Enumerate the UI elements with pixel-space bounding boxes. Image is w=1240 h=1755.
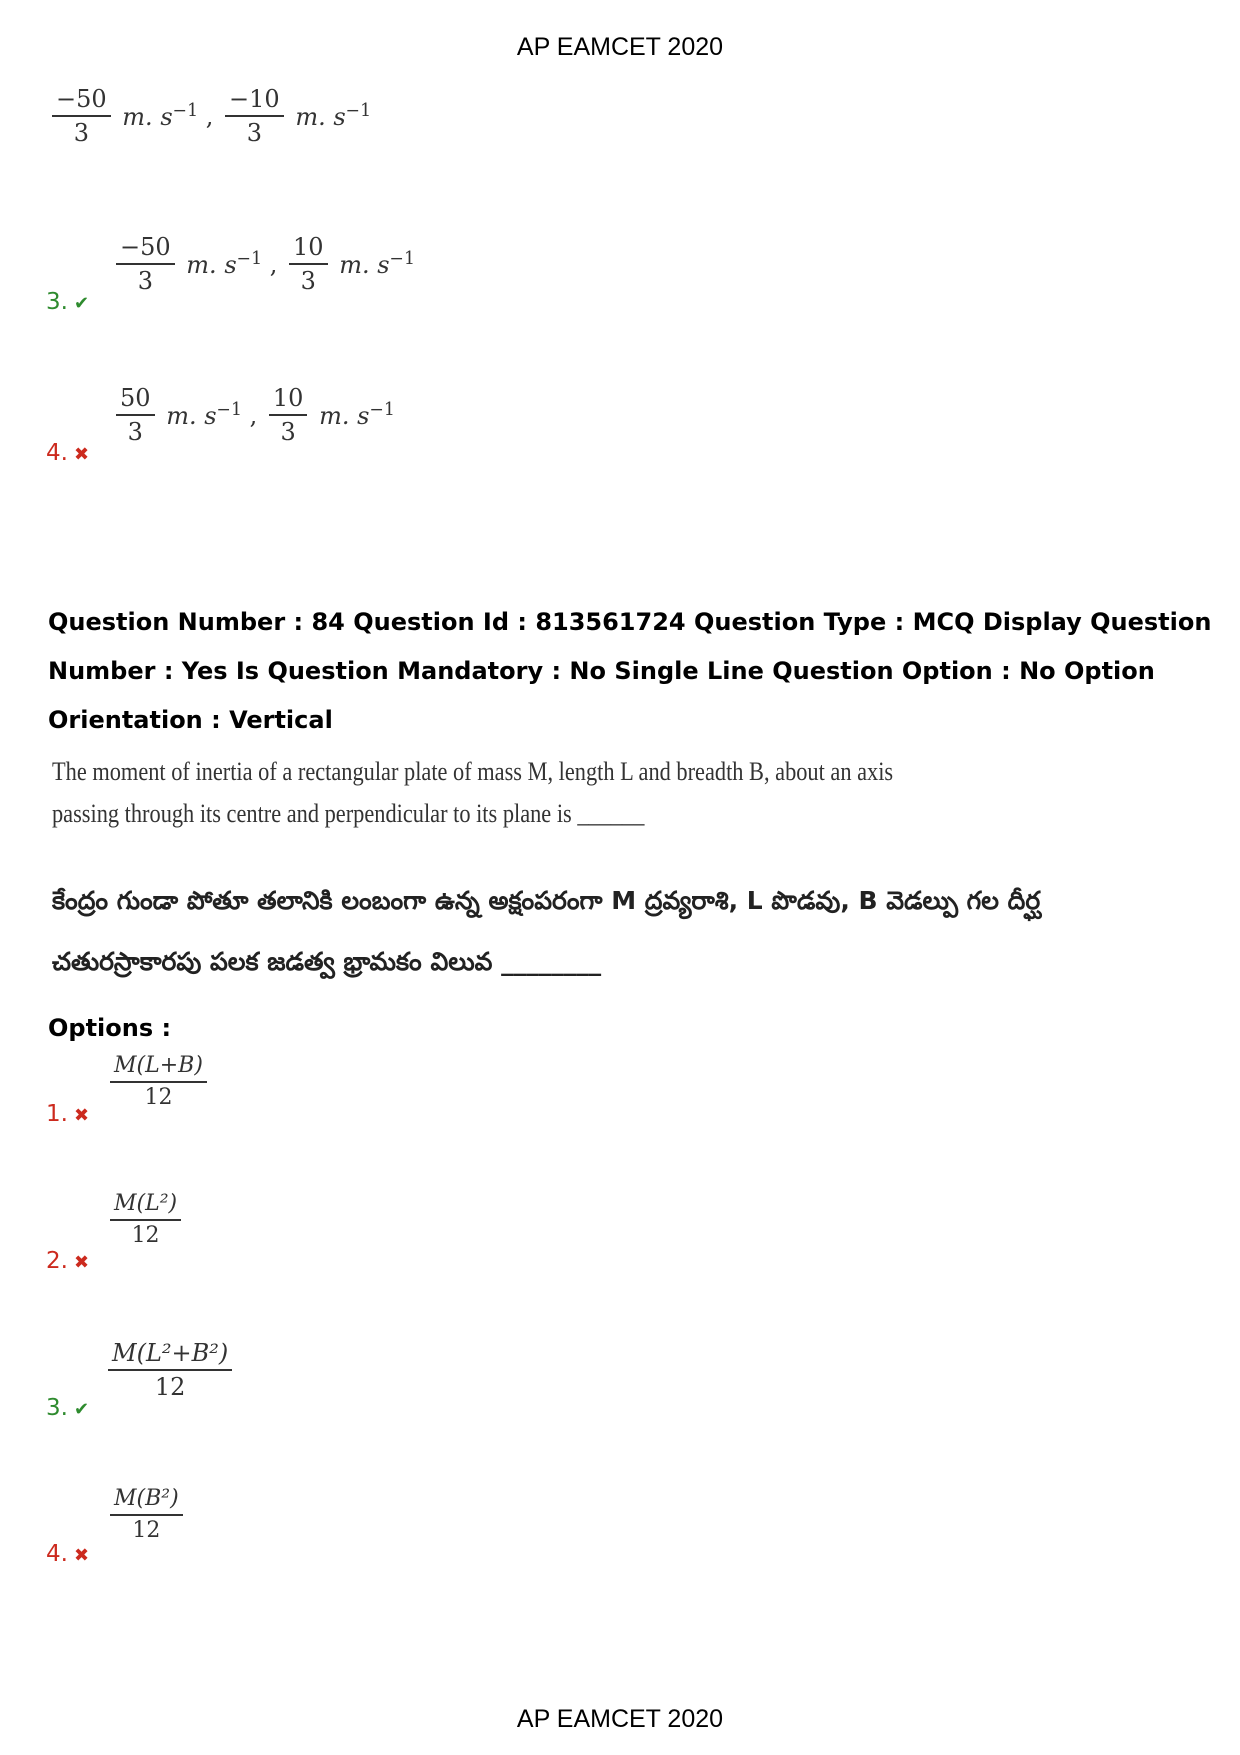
fraction: [116, 234, 175, 295]
unit: [319, 402, 395, 430]
option-4-number: [46, 1541, 89, 1567]
fraction-denominator: 3: [127, 418, 143, 447]
unit: [166, 402, 242, 430]
option-number: 1.: [46, 1101, 68, 1127]
unit: [122, 103, 198, 131]
unit-exponent: −1: [216, 400, 242, 421]
prev-option-3-content: $\frac{-50}{3}$ m. $s^{-1}$ , $\frac{10}{3}$ m. $s^{-1}$: [112, 234, 415, 295]
fraction-denominator: 12: [154, 1373, 186, 1402]
check-icon: ✔: [73, 1399, 90, 1420]
unit-text: m. s: [122, 103, 173, 132]
fraction-numerator: −50: [52, 86, 111, 117]
option-1-number: [46, 1101, 89, 1127]
cross-icon: ✖: [73, 1252, 90, 1273]
prev-option-3-number: [46, 289, 89, 315]
option-3-content: [104, 1340, 236, 1401]
question-meta-line-1: Question Number : 84 Question Id : 813561724 Question Type : MCQ Display Question: [48, 608, 1212, 636]
fraction-denominator: 3: [246, 119, 262, 148]
fraction-denominator: 12: [131, 1223, 160, 1249]
unit-text: m. s: [295, 103, 346, 132]
fraction-numerator: −10: [225, 86, 284, 117]
check-icon: ✔: [73, 293, 90, 314]
fraction: [52, 86, 111, 147]
question-text-english-line-1: The moment of inertia of a rectangular plate of mass M, length L and breadth B, about an axis: [52, 757, 894, 786]
fraction: [108, 1340, 232, 1401]
fraction-denominator: 3: [137, 267, 153, 296]
fraction-numerator: 10: [269, 385, 308, 416]
option-number: 2.: [46, 1248, 68, 1274]
unit: [339, 251, 415, 279]
option-number: 3.: [46, 289, 68, 315]
fraction: [225, 86, 284, 147]
cross-icon: ✖: [73, 1545, 90, 1566]
prev-option-4-content: $\frac{50}{3}$ m. $s^{-1}$ , $\frac{10}{3}$ m. $s^{-1}$: [112, 385, 395, 446]
fraction-denominator: 3: [73, 119, 89, 148]
prev-option-4-number: [46, 440, 89, 466]
fraction-numerator: −50: [116, 234, 175, 265]
unit-exponent: −1: [345, 101, 372, 122]
prev-option-tail: $\frac{-50}{3}$ m. $s^{-1}$ , $\frac{-10}{3}$ m. $s^{-1}$: [48, 86, 371, 147]
option-2-content: [106, 1192, 185, 1248]
unit-exponent: −1: [236, 249, 263, 270]
fraction-denominator: 3: [300, 267, 316, 296]
unit-text: m. s: [186, 251, 237, 280]
option-4-content: [106, 1487, 187, 1543]
option-1-content: [106, 1054, 211, 1110]
option-3-number: [46, 1395, 89, 1421]
question-text-english-line-2: passing through its centre and perpendicular to its plane is ______: [52, 799, 645, 828]
page-footer: AP EAMCET 2020: [516, 1705, 724, 1733]
question-text-telugu-line-1: కేంద్రం గుండా పోతూ తలానికి లంబంగా ఉన్న అక్షంపరంగా M ద్రవ్యరాశి, L పొడవు, B వెడల్పు గల దీర్ఘ: [52, 886, 1041, 915]
unit-exponent: −1: [369, 400, 395, 421]
fraction-denominator: 3: [280, 418, 296, 447]
unit-exponent: −1: [389, 249, 415, 270]
fraction: [110, 1192, 181, 1248]
unit-text: m. s: [339, 251, 390, 280]
fraction-numerator: 50: [116, 385, 155, 416]
fraction-denominator: 12: [132, 1518, 161, 1544]
fraction: [116, 385, 155, 446]
unit: [295, 103, 371, 131]
unit-exponent: −1: [172, 101, 199, 122]
fraction: [269, 385, 308, 446]
option-number: 4.: [46, 1541, 68, 1567]
option-number: 3.: [46, 1395, 68, 1421]
fraction-numerator: M(B²): [110, 1487, 183, 1516]
fraction-numerator: M(L²): [110, 1192, 181, 1221]
question-text-telugu-line-2: చతురస్రాకారపు పలక జడత్వ భ్రామకం విలువ ________: [52, 947, 602, 976]
unit: [186, 251, 262, 279]
unit-text: m. s: [319, 402, 370, 431]
fraction: [110, 1487, 183, 1543]
question-meta-line-2: Number : Yes Is Question Mandatory : No Single Line Question Option : No Option: [48, 657, 1155, 685]
cross-icon: ✖: [73, 444, 90, 465]
fraction-numerator: M(L²+B²): [108, 1340, 232, 1371]
fraction-numerator: 10: [289, 234, 328, 265]
option-2-number: [46, 1248, 89, 1274]
options-label: Options :: [48, 1014, 172, 1042]
question-meta-line-3: Orientation : Vertical: [48, 706, 333, 734]
fraction: [110, 1054, 207, 1110]
fraction: [289, 234, 328, 295]
option-number: 4.: [46, 440, 68, 466]
fraction-numerator: M(L+B): [110, 1054, 207, 1083]
page-header: AP EAMCET 2020: [516, 33, 724, 61]
cross-icon: ✖: [73, 1105, 90, 1126]
unit-text: m. s: [166, 402, 217, 431]
fraction-denominator: 12: [144, 1085, 173, 1111]
